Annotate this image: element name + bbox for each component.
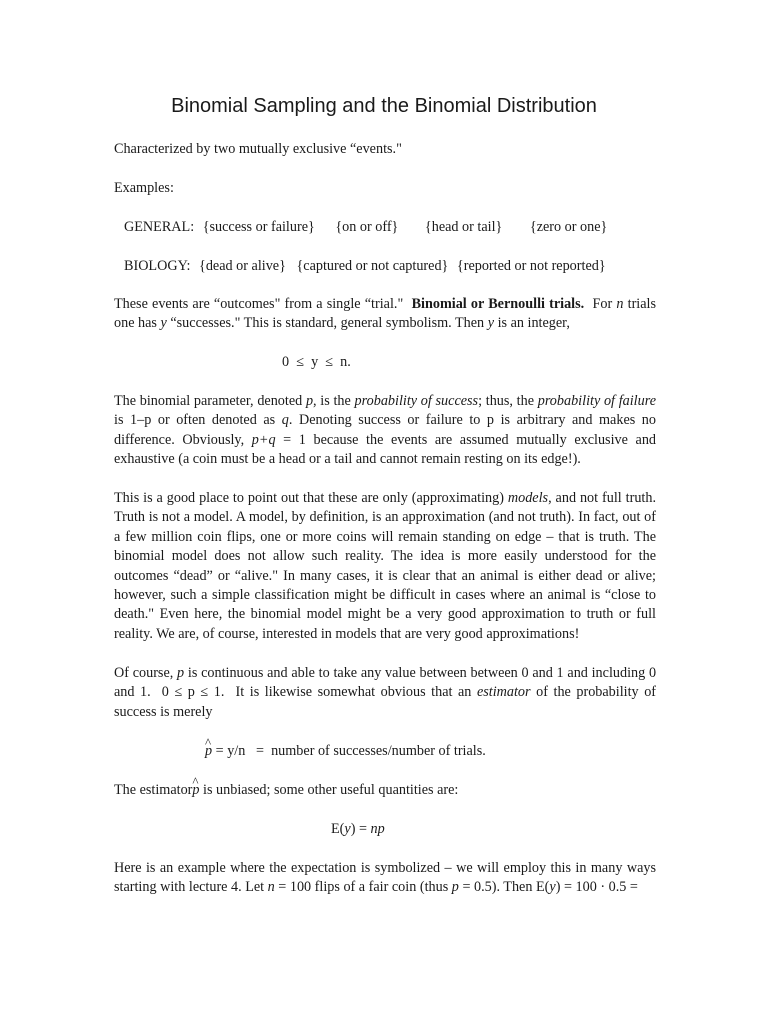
paragraph-models: This is a good place to point out that these are only (approximating) models, and not full truth. Truth is not a model. A model, by definition, is an approximation (and not truth). In fact, out of a few million coin flips, one or more coins will remain standing on edge – that is truth. The binomial model does not allow such reality. The idea is more easily understood for the outcomes “dead” or “alive." In many cases, it is clear that an animal is either dead or alive; however, such a simple classification might be difficult in cases where an animal is “close to death." Even here, the binomial model might be a very good approximation to truth or full reality. We are, of course, interested in models that are very good approximations!: [114, 490, 657, 642]
general-label: GENERAL:: [124, 219, 195, 235]
general-item-4: {zero or one}: [529, 219, 608, 235]
biology-item-2: {captured or not captured}: [296, 258, 449, 274]
biology-examples: [124, 257, 666, 276]
p-hat-symbol-2: ^ p: [192, 781, 199, 800]
expectation-formula: E(y) = np: [331, 821, 385, 837]
p-hat-symbol: ^ p: [205, 742, 212, 761]
general-item-2: {on or off}: [335, 219, 399, 235]
paragraph-example: Here is an example where the expectation is symbolized – we will employ this in many ways starting with lecture 4. Let n = 100 flips of a fair coin (thus p = 0.5). Then E(y) = 100 · 0.5 =: [114, 860, 656, 896]
general-examples: [124, 218, 666, 237]
intro-line: Characterized by two mutually exclusive “events.": [114, 141, 402, 157]
paragraph-parameter: The binomial parameter, denoted p, is the probability of success; thus, the probability of failure is 1–p or often denoted as q. Denoting success or failure to p is arbitrary and makes no difference. Obviously, p+q = 1 because the events are assumed mutually exclusive and exhaustive (a coin must be a head or a tail and cannot remain resting on its edge!).: [114, 393, 657, 468]
biology-item-3: {reported or not reported}: [456, 258, 606, 274]
paragraph-estimator: Of course, p is continuous and able to take any value between between 0 and 1 and including 0 and 1. 0 ≤ p ≤ 1. It is likewise somewhat obvious that an estimator of the probability of success is merely: [114, 665, 657, 720]
general-item-1: {success or failure}: [202, 219, 315, 235]
general-item-3: {head or tail}: [424, 219, 503, 235]
biology-label: BIOLOGY:: [124, 258, 191, 274]
biology-item-1: {dead or alive}: [199, 258, 286, 274]
page-title: Binomial Sampling and the Binomial Distribution: [171, 95, 597, 117]
paragraph-trials: These events are “outcomes" from a single “trial." Binomial or Bernoulli trials. For n trials one has y “successes." This is standard, general symbolism. Then y is an integer,: [114, 296, 656, 332]
estimator-formula: ^ p = y/n = number of successes/number of trials.: [205, 742, 747, 761]
examples-label: Examples:: [114, 180, 174, 196]
inequality: 0 ≤ y ≤ n.: [282, 354, 351, 370]
estimator-unbiased-line: The estimator^ p is unbiased; some other useful quantities are:: [114, 781, 656, 800]
